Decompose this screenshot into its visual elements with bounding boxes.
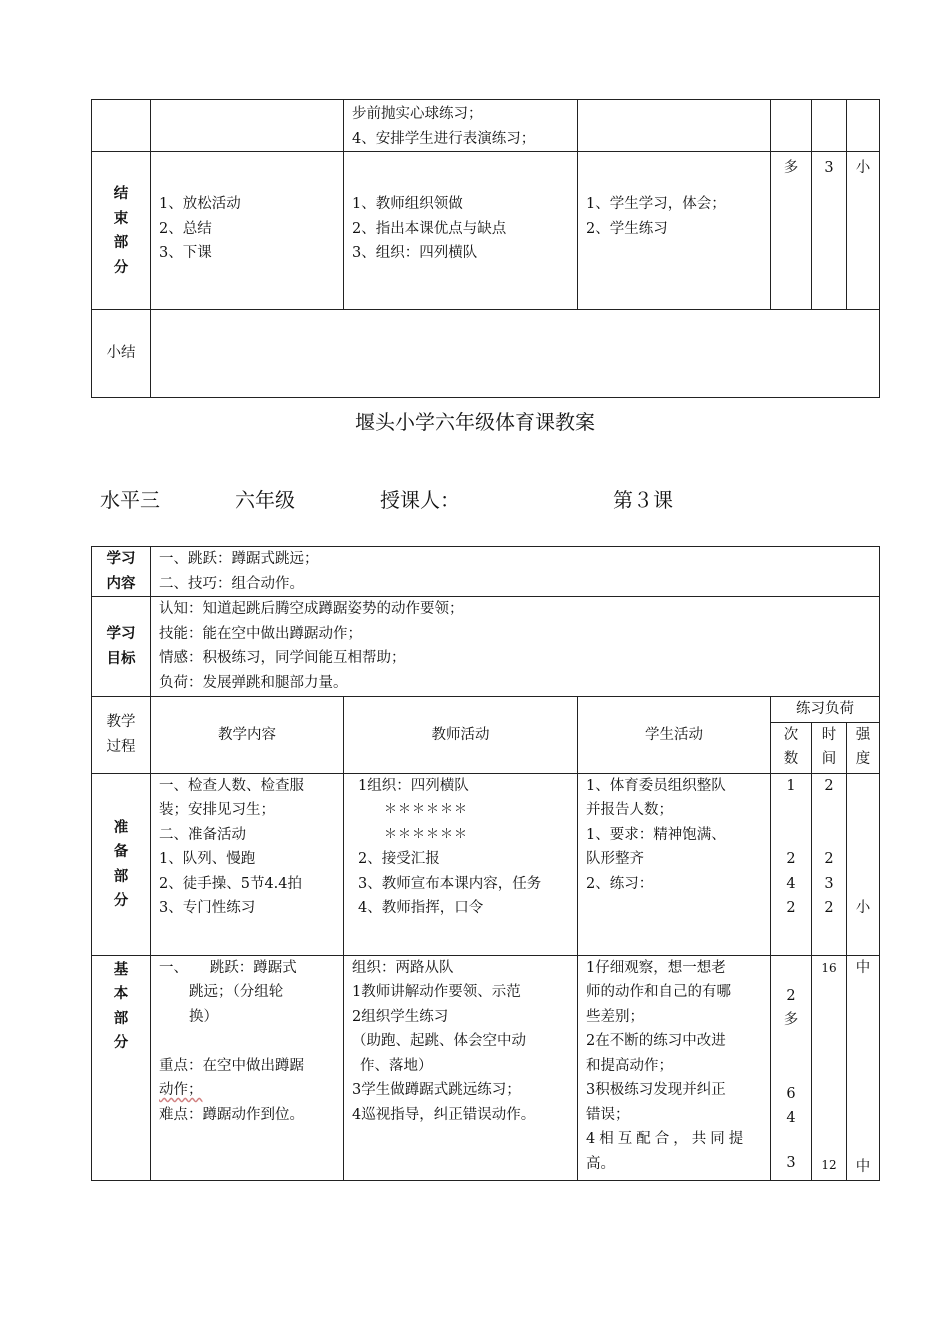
end-student-cell: 1、学生学习，体会； 2、学生练习	[578, 152, 771, 310]
prep-intensity-cell: 小	[847, 773, 880, 955]
cont-content-cell	[151, 100, 344, 152]
basic-times-cell: 2 多 6 4 3	[771, 955, 812, 1180]
prep-student-cell: 1、体育委员组织整队 并报告人数； 1、要求：精神饱满、 队形整齐 2、练习：	[578, 773, 771, 955]
basic-section-label: 基 本 部 分	[92, 955, 151, 1180]
info-level: 水平三	[100, 488, 160, 512]
basic-teacher-cell: 组织：两路从队 1教师讲解动作要领、示范 2组织学生练习 （助跑、起跳、体会空中动 作、落地） 3学生做蹲踞式跳远练习； 4巡视指导，纠正错误动作。	[344, 955, 578, 1180]
info-lesson: 第３课	[613, 488, 673, 512]
doc-title: 堰头小学六年级体育课教案	[355, 410, 595, 434]
lesson-plan-table	[91, 546, 880, 1181]
info-grade: 六年级	[235, 488, 295, 512]
goal-cell: 认知：知道起跳后腾空成蹲踞姿势的动作要领； 技能：能在空中做出蹲踞动作； 情感：积极练习，同学间能互相帮助； 负荷：发展弹跳和腿部力量。	[151, 597, 880, 697]
cont-student-cell	[578, 100, 771, 152]
end-intensity-cell: 小	[847, 152, 880, 310]
prep-times-cell: 1 2 4 2	[771, 773, 812, 955]
times-header: 次 数	[771, 722, 812, 773]
prep-duration-cell: 2 2 3 2	[812, 773, 847, 955]
basic-duration-cell: 16 12	[812, 955, 847, 1180]
end-duration-cell: 3	[812, 152, 847, 310]
process-header: 教学 过程	[92, 697, 151, 774]
basic-intensity-cell: 中 中	[847, 955, 880, 1180]
duration-header: 时 间	[812, 722, 847, 773]
teacher-header: 教师活动	[344, 697, 578, 774]
end-content-cell: 1、放松活动 2、总结 3、下课	[151, 152, 344, 310]
end-section-label: 结 束 部 分	[92, 152, 151, 310]
load-header: 练习负荷	[771, 697, 880, 723]
prep-content-cell: 一、检查人数、检查服 装；安排见习生； 二、准备活动 1、队列、慢跑 2、徒手操、5节4.4拍 3、专门性练习	[151, 773, 344, 955]
basic-student-cell: 1仔细观察，想一想老 师的动作和自己的有哪 些差别； 2在不断的练习中改进 和提高动作； 3积极练习发现并纠正 错误； 4相互配合，共同提 高。	[578, 955, 771, 1180]
summary-cell	[151, 310, 880, 398]
content-cell: 一、跳跃：蹲踞式跳远； 二、技巧：组合动作。	[151, 547, 880, 597]
info-teacher: 授课人：	[380, 488, 460, 512]
content-label: 学习 内容	[92, 547, 151, 597]
end-teacher-cell: 1、教师组织领做 2、指出本课优点与缺点 3、组织：四列横队	[344, 152, 578, 310]
goal-label: 学习 目标	[92, 597, 151, 697]
prep-section-label: 准 备 部 分	[92, 773, 151, 955]
basic-content-cell: 一、 跳跃：蹲踞式 跳远；（分组轮 换） 重点：在空中做出蹲踞 动作； 难点：蹲踞动作到位。	[151, 955, 344, 1180]
summary-label: 小结	[92, 310, 151, 398]
intensity-header: 强 度	[847, 722, 880, 773]
end-times-cell: 多	[771, 152, 812, 310]
cont-teacher-cell: 步前抛实心球练习； 4、安排学生进行表演练习；	[344, 100, 578, 152]
content-header: 教学内容	[151, 697, 344, 774]
cont-label-cell	[92, 100, 151, 152]
prep-teacher-cell: 1组织：四列横队 ＊＊＊＊＊＊ ＊＊＊＊＊＊ 2、接受汇报 3、教师宣布本课内容，任务 4、教师指挥，口令	[344, 773, 578, 955]
student-header: 学生活动	[578, 697, 771, 774]
continued-lesson-table	[91, 99, 880, 398]
